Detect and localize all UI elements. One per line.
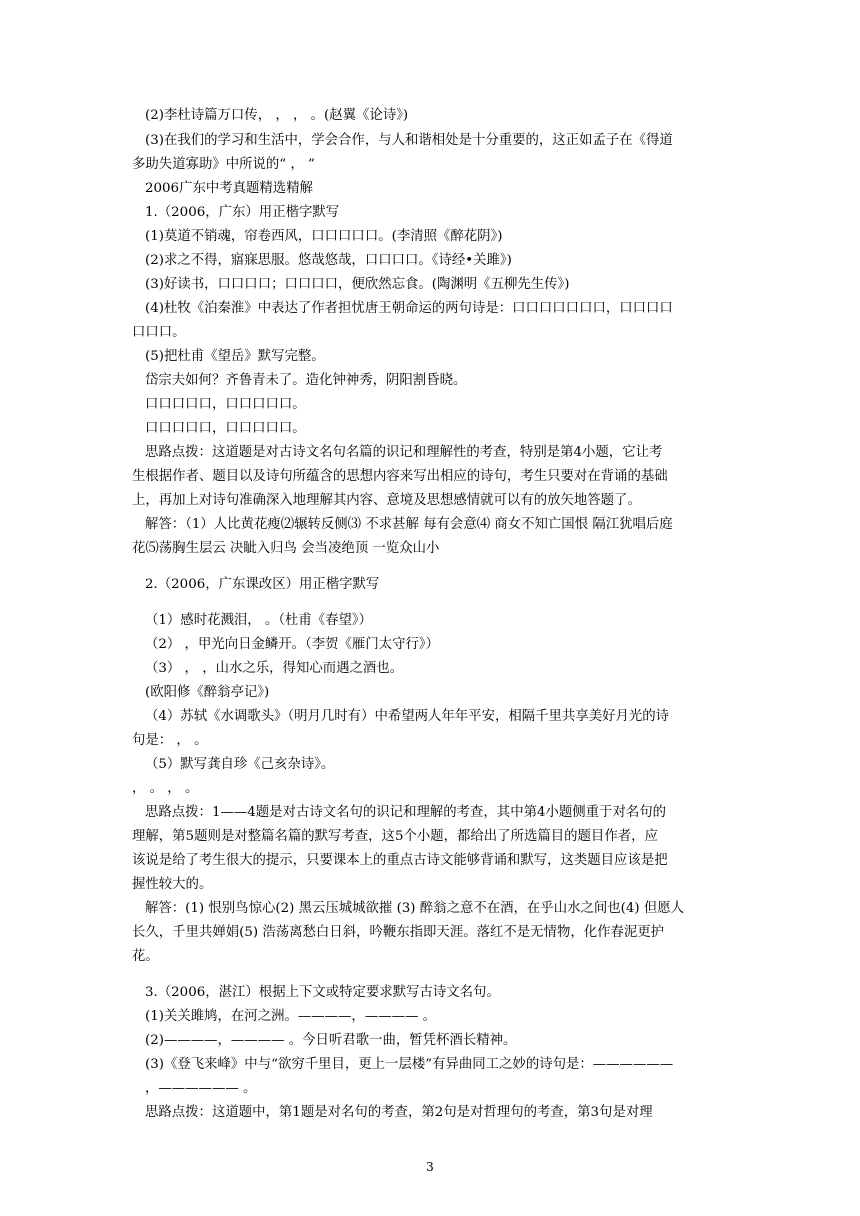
text-line: 口口口口口，口口口口口。 <box>145 397 306 412</box>
text-line: (3)好读书，口口口口；口口口口，便欣然忘食。(陶渊明《五柳先生传》) <box>145 277 570 292</box>
answer-line: 解答：(1) 恨别鸟惊心(2) 黑云压城城欲摧 (3) 醉翁之意不在酒，在乎山水之间也(4) 但愿人 <box>145 901 685 916</box>
question-heading: 3.（2006，湛江）根据上下文或特定要求默写古诗文名句。 <box>145 985 500 1000</box>
hint-line: 上，再加上对诗句准确深入地理解其内容、意境及思想感情就可以有的放矢地答题了。 <box>132 493 641 508</box>
text-line: (5)把杜甫《望岳》默写完整。 <box>145 349 325 364</box>
text-line: 口口口。 <box>132 325 186 340</box>
hint-line: 握性较大的。 <box>132 877 213 892</box>
text-line: （3） ， ，山水之乐，得知心而遇之酒也。 <box>145 661 404 676</box>
text-line: (4)杜牧《泊秦淮》中表达了作者担忧唐王朝命运的两句诗是：口口口口口口口，口口口口 <box>145 301 673 316</box>
hint-line: 思路点拨：这道题中，第1题是对名句的考查，第2句是对哲理句的考查，第3句是对理 <box>145 1105 653 1120</box>
hint-line: 该说是给了考生很大的提示，只要课本上的重点古诗文能够背诵和默写，这类题目应该是把 <box>132 853 668 868</box>
question-heading: 2.（2006，广东课改区）用正楷字默写 <box>145 577 380 592</box>
text-line: ，—————— 。 <box>145 1081 257 1096</box>
text-line: （1）感时花溅泪， 。（杜甫《春望》） <box>145 613 373 628</box>
text-line: (3)《登飞来峰》中与“欲穷千里目，更上一层楼”有异曲同工之妙的诗句是：—————— <box>145 1057 674 1072</box>
answer-line: 花。 <box>132 949 159 964</box>
text-line: 句是： ， 。 <box>132 733 208 748</box>
text-line: （2） ，甲光向日金鳞开。（李贺《雁门太守行》） <box>145 637 439 652</box>
text-line: 口口口口口，口口口口口。 <box>145 421 306 436</box>
text-line: (2)————，———— 。今日听君歌一曲，暂凭杯酒长精神。 <box>145 1033 517 1048</box>
text-line: (2)李杜诗篇万口传， ， ， 。(赵翼《论诗》) <box>145 108 409 123</box>
page-number: 3 <box>426 1160 434 1174</box>
hint-line: 思路点拨：1——4题是对古诗文名句的识记和理解的考查，其中第4小题侧重于对名句的 <box>145 805 667 820</box>
answer-line: 长久，千里共婵娟(5) 浩荡离愁白日斜，吟鞭东指即天涯。落红不是无情物，化作春泥更护 <box>132 925 665 940</box>
text-line: (1)莫道不销魂，帘卷西风，口口口口口。(李清照《醉花阴》) <box>145 229 503 244</box>
answer-line: 花⑸荡胸生层云 决眦入归鸟 会当凌绝顶 一览众山小 <box>132 541 440 556</box>
text-line: (3)在我们的学习和生活中，学会合作，与人和谐相处是十分重要的，这正如孟子在《得道 <box>145 133 673 148</box>
text-line: ， 。 ， 。 <box>132 781 199 796</box>
section-heading: 2006广东中考真题精选精解 <box>145 181 313 196</box>
text-line: (2)求之不得，寤寐思服。悠哉悠哉，口口口口。《诗经•关雎》) <box>145 253 512 268</box>
text-line: (欧阳修《醉翁亭记》) <box>145 685 270 700</box>
hint-line: 思路点拨：这道题是对古诗文名句名篇的识记和理解性的考查，特别是第4小题，它让考 <box>145 445 663 460</box>
text-line: 多助失道寡助》中所说的“ ， ” <box>132 157 315 172</box>
question-heading: 1.（2006，广东）用正楷字默写 <box>145 205 340 220</box>
answer-line: 解答：（1）人比黄花瘦⑵辗转反侧⑶ 不求甚解 每有会意⑷ 商女不知亡国恨 隔江犹唱后庭 <box>145 517 673 532</box>
text-line: （5）默写龚自珍《己亥杂诗》。 <box>145 757 335 772</box>
text-line: （4）苏轼《水调歌头》（明月几时有）中希望两人年年平安，相隔千里共享美好月光的诗 <box>145 709 670 724</box>
text-line: (1)关关雎鸠，在河之洲。————，———— 。 <box>145 1009 437 1024</box>
text-line: 岱宗夫如何？齐鲁青未了。造化钟神秀，阴阳割昏晓。 <box>145 373 467 388</box>
hint-line: 生根据作者、题目以及诗句所蕴含的思想内容来写出相应的诗句，考生只要对在背诵的基础 <box>132 469 668 484</box>
hint-line: 理解，第5题则是对整篇名篇的默写考查，这5个小题，都给出了所选篇目的题目作者，应 <box>132 829 658 844</box>
